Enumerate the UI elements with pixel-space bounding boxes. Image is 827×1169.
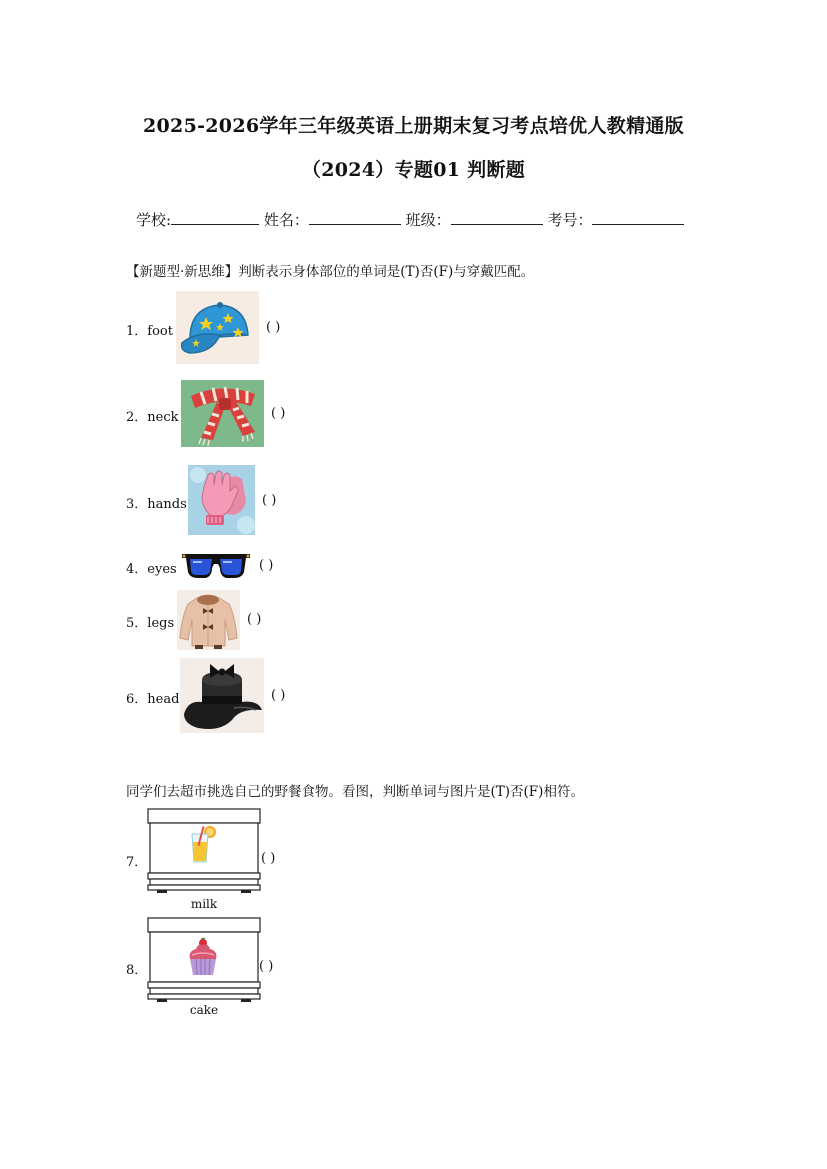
- answer-paren[interactable]: ( ): [259, 558, 274, 573]
- question-number: 5．: [126, 616, 148, 631]
- question-word: neck: [147, 410, 179, 425]
- answer-paren[interactable]: ( ): [271, 406, 286, 421]
- question-8: [126, 959, 147, 978]
- name-blank[interactable]: [309, 208, 401, 225]
- answer-paren[interactable]: ( ): [262, 493, 277, 508]
- answer-paren[interactable]: ( ): [271, 688, 286, 703]
- question-number: 1．: [126, 324, 148, 339]
- school-label: 学校:: [136, 211, 172, 229]
- question-number: 3．: [126, 497, 148, 512]
- page-title-line2: （2024）专题01 判断题: [301, 159, 526, 181]
- question-number: 2．: [126, 410, 148, 425]
- question-6: [126, 688, 179, 707]
- school-blank[interactable]: [171, 208, 259, 225]
- sunglasses-icon: [180, 548, 252, 582]
- question-word: foot: [147, 324, 173, 339]
- section1-instruction: 【新题型·新思维】判断表示身体部位的单词是(T)否(F)与穿戴匹配。: [126, 264, 535, 280]
- question-word: head: [147, 692, 180, 707]
- question-5: [126, 612, 174, 631]
- answer-paren[interactable]: ( ): [247, 612, 262, 627]
- question-word: legs: [147, 616, 175, 631]
- top-hat-icon: [180, 658, 264, 733]
- question-4: [126, 558, 177, 577]
- shelf-label-cake: cake: [189, 1003, 219, 1017]
- cap-icon: [176, 291, 259, 364]
- class-blank[interactable]: [451, 208, 543, 225]
- question-number: 4．: [126, 562, 148, 577]
- student-info-line: [136, 208, 684, 230]
- name-label: 姓名：: [263, 211, 309, 229]
- section2-instruction: 同学们去超市挑选自己的野餐食物。看图，判断单词与图片是(T)否(F)相符。: [126, 784, 584, 800]
- question-3: [126, 493, 187, 512]
- question-1: [126, 320, 173, 339]
- answer-paren[interactable]: ( ): [261, 851, 276, 866]
- question-number: 6．: [126, 692, 148, 707]
- question-2: [126, 406, 179, 425]
- exam-no-label: 考号：: [547, 211, 593, 229]
- juice-glass-icon: [188, 824, 218, 864]
- answer-paren[interactable]: ( ): [266, 320, 281, 335]
- class-label: 班级：: [405, 211, 451, 229]
- page-title-line1: 2025-2026学年三年级英语上册期末复习考点培优人教精通版: [143, 115, 684, 137]
- question-word: eyes: [147, 562, 177, 577]
- cupcake-icon: [186, 937, 220, 977]
- exam-no-blank[interactable]: [592, 208, 684, 225]
- gloves-icon: [188, 465, 255, 535]
- scarf-icon: [181, 380, 264, 447]
- question-7: [126, 851, 147, 870]
- question-number: 8．: [126, 963, 148, 978]
- question-word: hands: [147, 497, 187, 512]
- answer-paren[interactable]: ( ): [259, 959, 274, 974]
- shelf-label-milk: milk: [190, 897, 218, 911]
- coat-icon: [177, 590, 240, 650]
- question-number: 7．: [126, 855, 148, 870]
